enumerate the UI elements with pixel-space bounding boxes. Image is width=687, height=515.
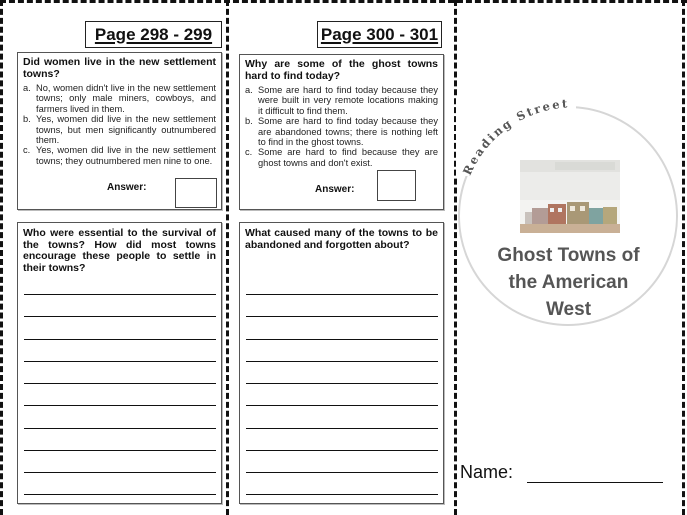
writing-line[interactable] — [246, 339, 438, 340]
writing-line[interactable] — [24, 294, 216, 295]
question-text: What caused many of the towns to be abandoned and forgotten about? — [245, 227, 438, 251]
multiple-choice-question — [239, 54, 444, 210]
answer-label: Answer: — [107, 182, 147, 193]
option-letter: b. — [245, 116, 253, 127]
name-label: Name: — [460, 462, 514, 482]
title-line-3: West — [545, 299, 592, 320]
page-range-text: Page 298 - 299 — [94, 24, 213, 44]
option-a — [245, 85, 438, 116]
writing-line[interactable] — [24, 450, 216, 451]
cover-title — [476, 242, 661, 323]
title-line-2: the American — [508, 272, 629, 293]
option-text: Some are hard to find today because they were built in very remote locations making it difficult to find them. — [258, 85, 438, 116]
writing-line[interactable] — [246, 472, 438, 473]
writing-line[interactable] — [246, 450, 438, 451]
writing-line[interactable] — [246, 494, 438, 495]
option-c — [23, 145, 216, 166]
panel-pages-300-301 — [228, 0, 455, 515]
answer-options — [240, 85, 443, 168]
series-label: Reading Street — [459, 96, 570, 178]
town-image-graphic — [520, 160, 620, 233]
option-text: Some are hard to find because they are ghost towns and don't exist. — [258, 147, 438, 168]
writing-line[interactable] — [24, 472, 216, 473]
right-dashed-border — [682, 0, 685, 515]
writing-line[interactable] — [24, 339, 216, 340]
page-range-label — [317, 21, 442, 48]
writing-line[interactable] — [246, 316, 438, 317]
option-b — [245, 116, 438, 147]
name-input-line[interactable] — [527, 482, 663, 483]
writing-line[interactable] — [24, 316, 216, 317]
writing-line[interactable] — [24, 383, 216, 384]
writing-line[interactable] — [24, 428, 216, 429]
question-text: Why are some of the ghost towns hard to find today? — [245, 58, 438, 82]
writing-line[interactable] — [24, 494, 216, 495]
multiple-choice-question — [17, 52, 222, 210]
option-letter: c. — [245, 147, 253, 158]
panel-pages-298-299 — [0, 0, 227, 515]
open-response-question — [17, 222, 222, 504]
answer-box[interactable] — [377, 170, 416, 201]
option-letter: a. — [245, 85, 253, 95]
writing-line[interactable] — [246, 361, 438, 362]
option-c — [245, 147, 438, 168]
answer-label: Answer: — [315, 184, 355, 195]
page-range-text: Page 300 - 301 — [320, 24, 439, 44]
writing-line[interactable] — [246, 383, 438, 384]
answer-options — [18, 83, 221, 166]
option-b — [23, 114, 216, 145]
ghost-town-illustration — [520, 160, 620, 233]
question-text: Did women live in the new settlement towns? — [23, 56, 216, 80]
page-range-label — [85, 21, 222, 48]
option-text: No, women didn't live in the new settlement towns; only male miners, cowboys, and farmers lived in them. — [36, 83, 216, 114]
answer-box[interactable] — [175, 178, 217, 208]
option-text: Yes, women did live in the new settlement towns; they outnumbered men nine to one. — [36, 145, 216, 166]
option-text: Yes, women did live in the new settlement towns, but men significantly outnumbered them. — [36, 114, 216, 146]
writing-line[interactable] — [246, 428, 438, 429]
writing-line[interactable] — [24, 405, 216, 406]
question-text: Who were essential to the survival of the towns? How did most towns encourage these people to settle in their towns? — [23, 227, 216, 274]
option-letter: b. — [23, 114, 31, 125]
option-text: Some are hard to find today because they are abandoned towns; there is nothing left to find in the ghost towns. — [258, 116, 438, 148]
writing-line[interactable] — [246, 294, 438, 295]
open-response-question — [239, 222, 444, 504]
title-line-1: Ghost Towns of — [497, 245, 640, 266]
option-letter: c. — [23, 145, 31, 156]
writing-line[interactable] — [24, 361, 216, 362]
option-letter: a. — [23, 83, 31, 93]
option-a — [23, 83, 216, 114]
writing-line[interactable] — [246, 405, 438, 406]
cover-panel — [456, 0, 682, 515]
